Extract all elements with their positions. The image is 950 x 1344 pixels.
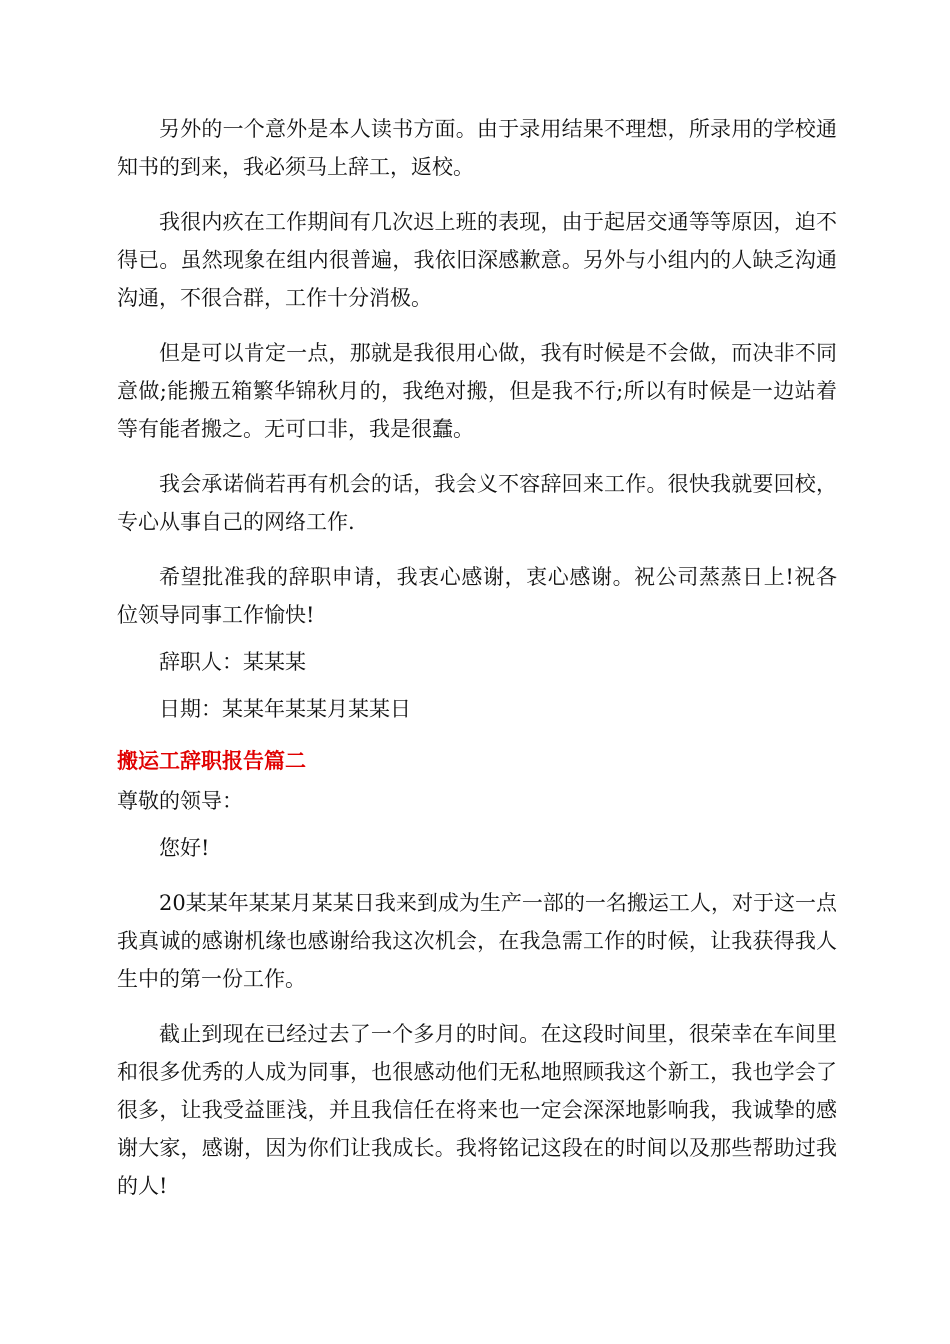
signature-line: 辞职人：某某某 [159,650,306,674]
paragraph-gratitude: 截止到现在已经过去了一个多月的时间。在这段时间里，很荣幸在车间里和很多优秀的人成为同事，也很感动他们无私地照顾我这个新工，我也学会了很多，让我受益匪浅，并且我信任在将来也一定会深深地影响我，我诚挚的感谢大家，感谢，因为你们让我成长。我将铭记这段在的时间以及那些帮助过我的人! [117,1022,837,1198]
salutation: 尊敬的领导： [117,789,243,813]
paragraph-first-job: 20某某年某某月某某日我来到成为生产一部的一名搬运工人，对于这一点我真诚的感谢机缘也感谢给我这次机会，在我急需工作的时候，让我获得我人生中的第一份工作。 [117,891,837,991]
date-line: 日期：某某年某某月某某日 [159,697,411,721]
section-heading: 搬运工辞职报告篇二 [117,749,306,773]
paragraph-lateness-apology: 我很内疚在工作期间有几次迟上班的表现，由于起居交通等等原因，迫不得已。虽然现象在组内很普遍，我依旧深感歉意。另外与小组内的人缺乏沟通沟通，不很合群，工作十分消极。 [117,210,837,310]
document-body [117,110,837,1205]
paragraph-closing-wishes: 希望批准我的辞职申请，我衷心感谢，衷心感谢。祝公司蒸蒸日上!祝各位领导同事工作愉快! [117,565,837,627]
greeting: 您好! [159,836,210,860]
paragraph-reading-issue: 另外的一个意外是本人读书方面。由于录用结果不理想，所录用的学校通知书的到来，我必须马上辞工，返校。 [117,117,837,179]
paragraph-future-promise: 我会承诺倘若再有机会的话，我会义不容辞回来工作。很快我就要回校，专心从事自己的网络工作. [117,472,837,534]
paragraph-effort-statement: 但是可以肯定一点，那就是我很用心做，我有时候是不会做，而决非不同意做;能搬五箱繁华锦秋月的，我绝对搬，但是我不行;所以有时候是一边站着等有能者搬之。无可口非，我是很蠢。 [117,341,837,441]
